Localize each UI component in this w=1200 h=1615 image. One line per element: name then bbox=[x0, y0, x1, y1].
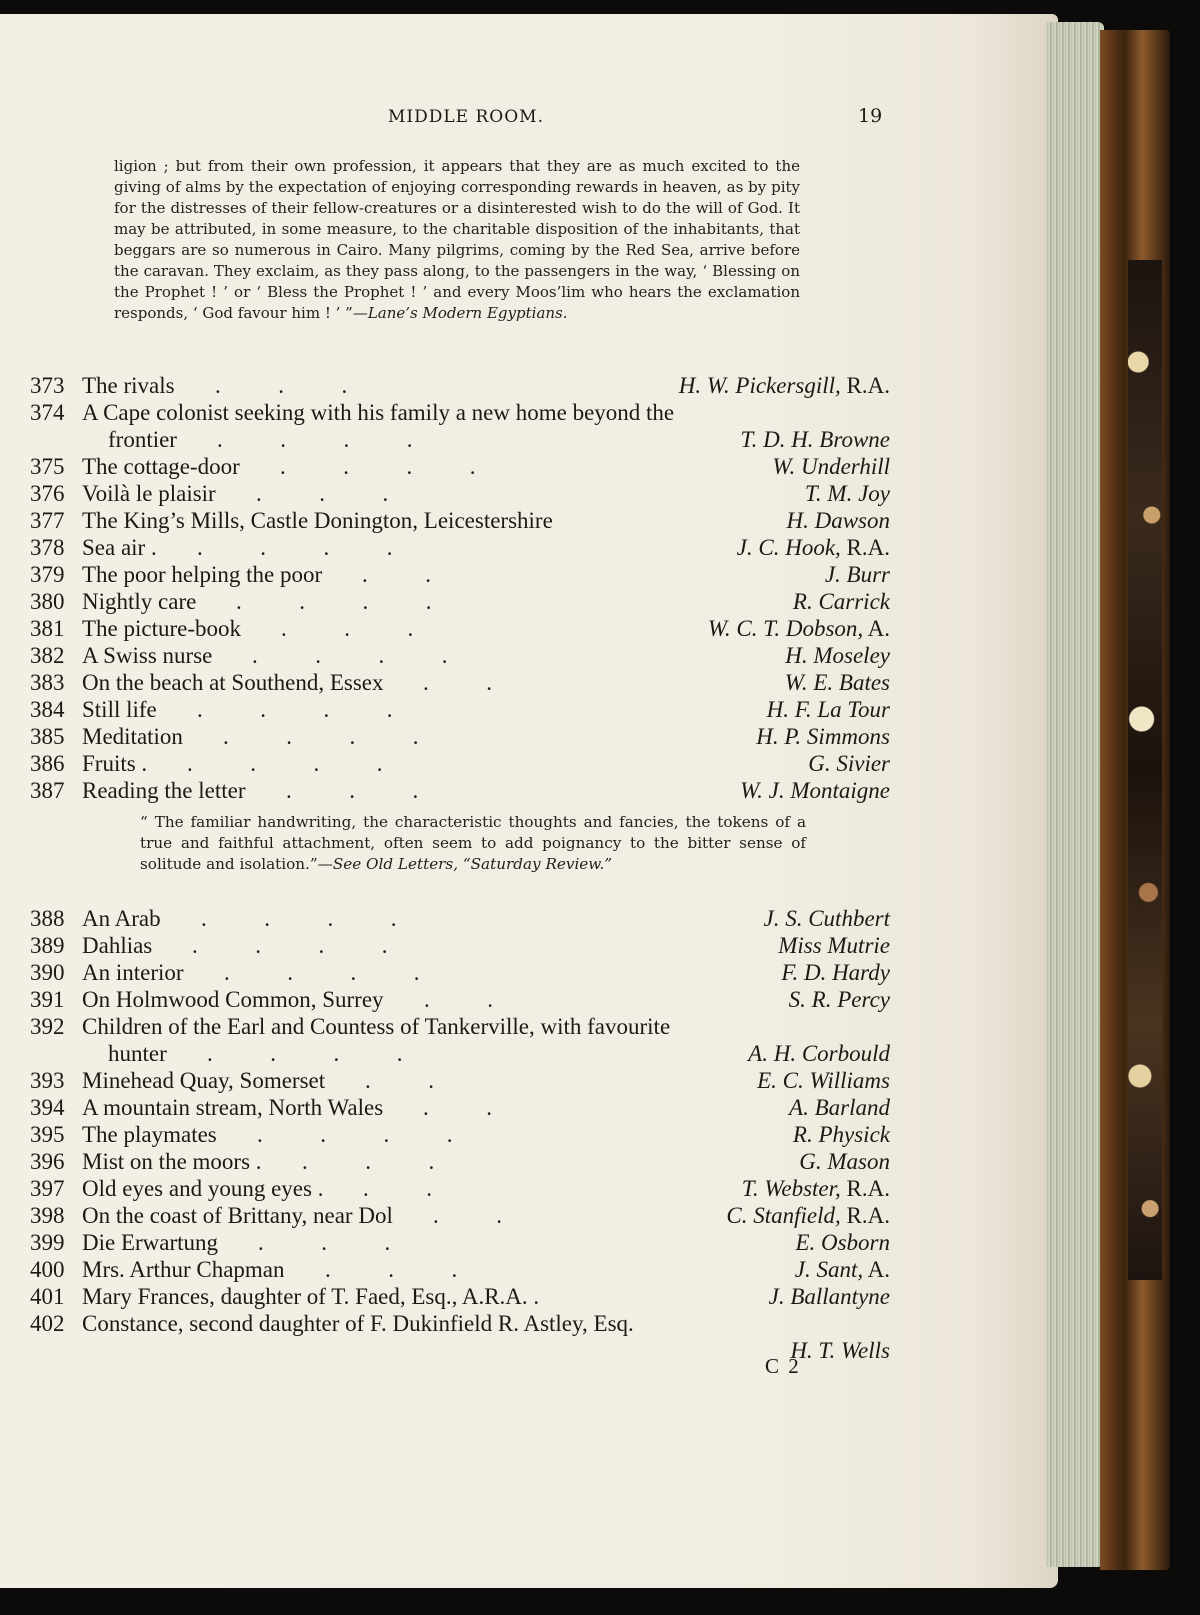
catalogue-entry bbox=[0, 1175, 1058, 1202]
entry-title: Voilà le plaisir bbox=[82, 481, 216, 506]
catalogue-entry bbox=[0, 642, 1058, 669]
catalogue-entry bbox=[0, 426, 1058, 453]
entry-artist bbox=[769, 1283, 890, 1310]
dot-leader: . . . . bbox=[197, 535, 393, 560]
artist-name: W. J. Montaigne bbox=[740, 778, 890, 803]
entry-title: Sea air . bbox=[82, 535, 157, 560]
entry-number: 392 bbox=[30, 1014, 65, 1039]
artist-degree: A. bbox=[863, 1257, 890, 1282]
entry-title: The cottage-door bbox=[82, 454, 240, 479]
catalogue-entry bbox=[0, 959, 1058, 986]
entry-number: 388 bbox=[30, 906, 65, 931]
entry-title: Nightly care bbox=[82, 589, 197, 614]
running-header bbox=[388, 107, 888, 127]
dot-leader: . . bbox=[362, 562, 431, 587]
entry-title: The poor helping the poor bbox=[82, 562, 323, 587]
entry-number: 378 bbox=[30, 535, 65, 560]
entry-artist bbox=[795, 1229, 890, 1256]
artist-name: R. Carrick bbox=[792, 589, 890, 614]
artist-name: H. F. La Tour bbox=[766, 697, 890, 722]
entry-artist bbox=[708, 615, 890, 642]
entry-title: Minehead Quay, Somerset bbox=[82, 1068, 326, 1093]
entry-artist bbox=[785, 669, 890, 696]
dot-leader: . . . . bbox=[197, 697, 393, 722]
catalogue-entry bbox=[0, 777, 1058, 804]
artist-degree: R.A. bbox=[840, 535, 890, 560]
artist-name: F. D. Hardy bbox=[781, 960, 890, 985]
entry-number: 386 bbox=[30, 751, 65, 776]
artist-name: J. Ballantyne bbox=[768, 1284, 890, 1309]
entry-number: 402 bbox=[30, 1311, 65, 1336]
dot-leader: . . . bbox=[281, 616, 414, 641]
entry-number: 381 bbox=[30, 616, 65, 641]
entry-artist bbox=[793, 1121, 890, 1148]
entry-number: 397 bbox=[30, 1176, 65, 1201]
catalogue-entry bbox=[0, 372, 1058, 399]
artist-name: A. H. Corbould bbox=[748, 1041, 890, 1066]
entry-title: On the coast of Brittany, near Dol bbox=[82, 1203, 393, 1228]
entry-artist bbox=[786, 507, 890, 534]
catalogue-entry bbox=[0, 986, 1058, 1013]
catalogue-entry bbox=[0, 669, 1058, 696]
catalogue-entry bbox=[0, 1040, 1058, 1067]
catalogue-entry bbox=[0, 1094, 1058, 1121]
quote-top bbox=[114, 156, 800, 324]
entry-artist bbox=[740, 777, 890, 804]
entry-title: Die Erwartung bbox=[82, 1230, 219, 1255]
artist-name: T. D. H. Browne bbox=[740, 427, 890, 452]
entry-artist bbox=[756, 723, 890, 750]
entry-number: 390 bbox=[30, 960, 65, 985]
dot-leader: . . . . bbox=[207, 1041, 403, 1066]
artist-name: A. Barland bbox=[789, 1095, 890, 1120]
catalogue-entry bbox=[0, 561, 1058, 588]
entry-number: 380 bbox=[30, 589, 65, 614]
entry-title: Fruits . bbox=[82, 751, 148, 776]
entry-number: 394 bbox=[30, 1095, 65, 1120]
entry-title: On Holmwood Common, Surrey bbox=[82, 987, 384, 1012]
entry-number: 383 bbox=[30, 670, 65, 695]
entry-title: The rivals bbox=[82, 373, 175, 398]
artist-name: T. M. Joy bbox=[804, 481, 890, 506]
catalogue-entry bbox=[0, 399, 1058, 426]
catalogue-entry bbox=[0, 1202, 1058, 1229]
catalogue-entry bbox=[0, 1229, 1058, 1256]
artist-name: J. S. Cuthbert bbox=[763, 906, 890, 931]
dot-leader: . . . bbox=[256, 481, 389, 506]
quote-top-text: ligion ; but from their own profession, it appears that they are as much excited to the giving of alms by the expectation of enjoying corresponding rewards in heaven, as by pity for the distresses of their fellow-creatures or a disinterested wish to do the will of God. It may be attributed, in some measure, to the charitable disposition of the inhabitants, that beggars are so numerous in Cairo. Many pilgrims, coming by the Red Sea, arrive before the caravan. They exclaim, as they pass along, to the passengers in the way, ‘ Blessing on the Prophet ! ’ or ‘ Bless the Prophet ! ’ and every Moos’lim who hears the exclamation responds, ‘ God favour him ! ’ ”— bbox=[114, 157, 800, 322]
catalogue-entry bbox=[0, 1148, 1058, 1175]
entry-artist bbox=[781, 959, 890, 986]
entry-number: 400 bbox=[30, 1257, 65, 1282]
entry-number: 377 bbox=[30, 508, 65, 533]
dot-leader: . . . . bbox=[257, 1122, 453, 1147]
quote-middle-text: “ The familiar handwriting, the characteristic thoughts and fancies, the tokens of a true and faithful attachment, often seem to add poignancy to the bitter sense of solitude and isolation.”— bbox=[140, 813, 806, 873]
entry-artist bbox=[825, 561, 890, 588]
catalogue-entry bbox=[0, 1013, 1058, 1040]
dot-leader: . . . bbox=[286, 778, 419, 803]
entry-number: 379 bbox=[30, 562, 65, 587]
dot-leader: . . bbox=[424, 987, 493, 1012]
dot-leader: . . bbox=[365, 1068, 434, 1093]
artist-name: H. W. Pickersgill, bbox=[678, 373, 841, 398]
dot-leader: . . bbox=[423, 670, 492, 695]
artist-name: H. Moseley bbox=[785, 643, 890, 668]
dot-leader: . . . . bbox=[217, 427, 413, 452]
artist-name: J. C. Hook, bbox=[736, 535, 841, 560]
entry-number: 376 bbox=[30, 481, 65, 506]
artist-name: J. Burr bbox=[824, 562, 890, 587]
dot-leader: . . . bbox=[302, 1149, 435, 1174]
entry-number: 389 bbox=[30, 933, 65, 958]
entry-title: hunter bbox=[108, 1041, 167, 1066]
entry-title: A Cape colonist seeking with his family a new home beyond the bbox=[82, 400, 675, 425]
dot-leader: . . . . bbox=[236, 589, 432, 614]
running-title: MIDDLE ROOM. bbox=[388, 107, 544, 127]
entry-title: Constance, second daughter of F. Dukinfield R. Astley, Esq. bbox=[82, 1311, 634, 1336]
entry-number: 398 bbox=[30, 1203, 65, 1228]
artist-name: W. C. T. Dobson, bbox=[707, 616, 864, 641]
dot-leader: . . . bbox=[325, 1257, 458, 1282]
dot-leader: . . . . bbox=[201, 906, 397, 931]
entry-number: 382 bbox=[30, 643, 65, 668]
entry-artist bbox=[789, 1094, 890, 1121]
entry-title: Children of the Earl and Countess of Tankerville, with favourite bbox=[82, 1014, 671, 1039]
dot-leader: . . . bbox=[258, 1230, 391, 1255]
artist-degree: R.A. bbox=[840, 1203, 890, 1228]
artist-name: H. P. Simmons bbox=[756, 724, 890, 749]
entry-artist bbox=[789, 986, 890, 1013]
entry-artist bbox=[757, 1067, 890, 1094]
artist-name: S. R. Percy bbox=[788, 987, 890, 1012]
entry-number: 384 bbox=[30, 697, 65, 722]
entry-artist bbox=[764, 905, 891, 932]
entry-number: 391 bbox=[30, 987, 65, 1012]
artist-degree: A. bbox=[863, 616, 890, 641]
entry-number: 387 bbox=[30, 778, 65, 803]
dot-leader: . . bbox=[423, 1095, 492, 1120]
entry-title: Mist on the moors . bbox=[82, 1149, 262, 1174]
catalogue-entry bbox=[0, 905, 1058, 932]
quote-top-citation: Lane’s Modern Egyptians. bbox=[367, 304, 568, 322]
entry-title: The playmates bbox=[82, 1122, 217, 1147]
entry-number: 396 bbox=[30, 1149, 65, 1174]
entry-number: 373 bbox=[30, 373, 65, 398]
entry-title: Meditation bbox=[82, 724, 183, 749]
artist-degree: R.A. bbox=[840, 373, 890, 398]
artist-name: E. Osborn bbox=[795, 1230, 890, 1255]
entry-artist bbox=[778, 932, 890, 959]
artist-name: J. Sant, bbox=[794, 1257, 864, 1282]
marbled-endpaper bbox=[1128, 260, 1162, 1280]
catalogue-entry bbox=[0, 615, 1058, 642]
catalogue-entry bbox=[0, 696, 1058, 723]
entry-title: An interior bbox=[82, 960, 184, 985]
entry-title: The King’s Mills, Castle Donington, Leicestershire bbox=[82, 508, 553, 533]
entry-title: A Swiss nurse bbox=[82, 643, 213, 668]
entry-artist bbox=[790, 1337, 890, 1364]
artist-name: W. E. Bates bbox=[784, 670, 890, 695]
entry-title: Dahlias bbox=[82, 933, 153, 958]
artist-name: E. C. Williams bbox=[757, 1068, 890, 1093]
entry-number: 375 bbox=[30, 454, 65, 479]
signature-mark: C 2 bbox=[765, 1354, 801, 1378]
catalogue-entry bbox=[0, 1121, 1058, 1148]
entry-artist bbox=[805, 480, 890, 507]
catalogue-entry bbox=[0, 453, 1058, 480]
entry-title: A mountain stream, North Wales bbox=[82, 1095, 384, 1120]
entry-artist bbox=[767, 696, 890, 723]
catalogue-entry bbox=[0, 1337, 1058, 1364]
entry-number: 385 bbox=[30, 724, 65, 749]
artist-name: G. Mason bbox=[799, 1149, 890, 1174]
catalogue-entry bbox=[0, 750, 1058, 777]
entry-title: The picture-book bbox=[82, 616, 242, 641]
entry-title: frontier bbox=[108, 427, 177, 452]
catalogue-entry bbox=[0, 932, 1058, 959]
dot-leader: . . . . bbox=[280, 454, 476, 479]
catalogue-entry bbox=[0, 1310, 1058, 1337]
entry-artist bbox=[772, 453, 890, 480]
quote-middle-citation: See Old Letters, “Saturday Review.” bbox=[332, 855, 613, 873]
artist-name: H. Dawson bbox=[786, 508, 890, 533]
artist-name: T. Webster, bbox=[741, 1176, 841, 1201]
entry-title: Mary Frances, daughter of T. Faed, Esq., A.R.A. . bbox=[82, 1284, 540, 1309]
entry-title: Reading the letter bbox=[82, 778, 246, 803]
entry-number: 395 bbox=[30, 1122, 65, 1147]
catalogue-entry bbox=[0, 534, 1058, 561]
entry-artist bbox=[808, 750, 890, 777]
entry-title: An Arab bbox=[82, 906, 161, 931]
catalogue-entry bbox=[0, 480, 1058, 507]
catalogue-entry bbox=[0, 1283, 1058, 1310]
entry-number: 399 bbox=[30, 1230, 65, 1255]
artist-degree: R.A. bbox=[840, 1176, 890, 1201]
entry-artist bbox=[785, 642, 890, 669]
dot-leader: . . bbox=[363, 1176, 432, 1201]
dot-leader: . . . . bbox=[187, 751, 383, 776]
entry-artist bbox=[748, 1040, 890, 1067]
dot-leader: . . . . bbox=[224, 960, 420, 985]
entry-number: 393 bbox=[30, 1068, 65, 1093]
catalogue-entry bbox=[0, 1256, 1058, 1283]
dot-leader: . . bbox=[433, 1203, 502, 1228]
entry-artist bbox=[742, 1175, 890, 1202]
entry-artist bbox=[679, 372, 890, 399]
artist-name: W. Underhill bbox=[772, 454, 890, 479]
entry-title: Old eyes and young eyes . bbox=[82, 1176, 324, 1201]
page-number: 19 bbox=[858, 105, 883, 127]
entry-artist bbox=[795, 1256, 890, 1283]
entry-title: Mrs. Arthur Chapman bbox=[82, 1257, 285, 1282]
catalogue-entry bbox=[0, 507, 1058, 534]
entry-artist bbox=[793, 588, 890, 615]
entry-artist bbox=[741, 426, 891, 453]
dot-leader: . . . . bbox=[223, 724, 419, 749]
artist-name: C. Stanfield, bbox=[726, 1203, 841, 1228]
artist-name: G. Sivier bbox=[808, 751, 890, 776]
entry-artist bbox=[737, 534, 890, 561]
entry-title: Still life bbox=[82, 697, 157, 722]
quote-middle bbox=[140, 812, 806, 875]
catalogue-entry bbox=[0, 1067, 1058, 1094]
entry-title: On the beach at Southend, Essex bbox=[82, 670, 384, 695]
entry-artist bbox=[726, 1202, 890, 1229]
entry-artist bbox=[799, 1148, 890, 1175]
entry-number: 401 bbox=[30, 1284, 65, 1309]
artist-name: H. T. Wells bbox=[790, 1338, 890, 1363]
dot-leader: . . . . bbox=[252, 643, 448, 668]
artist-name: Miss Mutrie bbox=[778, 933, 890, 958]
entry-number: 374 bbox=[30, 400, 65, 425]
catalogue-entry bbox=[0, 723, 1058, 750]
dot-leader: . . . bbox=[215, 373, 348, 398]
catalogue-entry bbox=[0, 588, 1058, 615]
artist-name: R. Physick bbox=[792, 1122, 890, 1147]
dot-leader: . . . . bbox=[192, 933, 388, 958]
